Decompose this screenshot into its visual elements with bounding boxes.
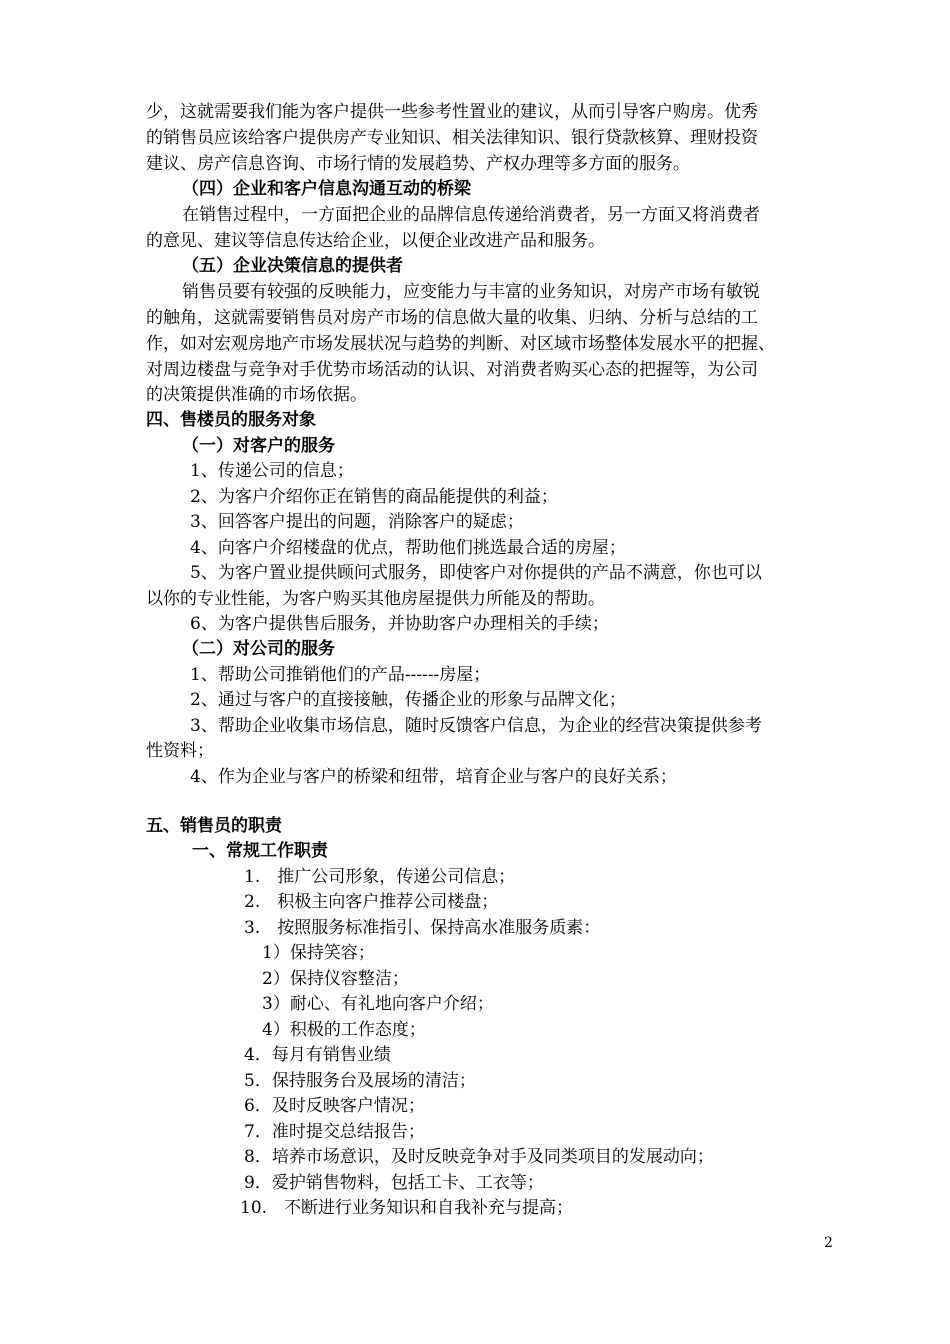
section-heading-five: （五）企业决策信息的提供者 bbox=[182, 256, 403, 276]
sub-list-item: 1）保持笑容； bbox=[262, 943, 375, 963]
list-item: 3. 按照服务标准指引、保持高水准服务质素： bbox=[244, 918, 601, 938]
paragraph-line: 的销售员应该给客户提供房产专业知识、相关法律知识、银行贷款核算、理财投资 bbox=[146, 128, 758, 148]
paragraph-line: 少，这就需要我们能为客户提供一些参考性置业的建议，从而引导客户购房。优秀 bbox=[146, 102, 758, 122]
list-item: 5、为客户置业提供顾问式服务，即使客户对你提供的产品不满意，你也可以 bbox=[190, 563, 762, 583]
paragraph-line: 的决策提供准确的市场依据。 bbox=[146, 385, 367, 405]
paragraph-line: 作，如对宏观房地产市场发展状况与趋势的判断、对区域市场整体发展水平的把握、 bbox=[146, 334, 775, 354]
list-item: 2、通过与客户的直接接触，传播企业的形象与品牌文化； bbox=[190, 690, 626, 710]
list-item: 3、回答客户提出的问题，消除客户的疑虑； bbox=[190, 512, 524, 532]
list-item: 1、帮助公司推销他们的产品------房屋； bbox=[190, 665, 491, 685]
list-item: 2、为客户介绍你正在销售的商品能提供的利益； bbox=[190, 487, 558, 507]
list-item: 1、传递公司的信息； bbox=[190, 461, 354, 481]
page-number: 2 bbox=[824, 1235, 833, 1251]
paragraph-line: 在销售过程中，一方面把企业的品牌信息传递给消费者，另一方面又将消费者 bbox=[182, 205, 760, 225]
subheading-company: （二）对公司的服务 bbox=[182, 639, 335, 659]
list-item: 5．保持服务台及展场的清洁； bbox=[244, 1071, 476, 1091]
list-item: 3、帮助企业收集市场信息，随时反馈客户信息，为企业的经营决策提供参考 bbox=[190, 716, 762, 736]
list-item: 8．培养市场意识，及时反映竞争对手及同类项目的发展动向； bbox=[244, 1147, 714, 1167]
list-item: 1. 推广公司形象，传递公司信息； bbox=[244, 867, 516, 887]
paragraph-line: 的意见、建议等信息传达给企业，以便企业改进产品和服务。 bbox=[146, 231, 605, 251]
heading-duties: 五、销售员的职责 bbox=[146, 816, 282, 836]
list-item: 4、作为企业与客户的桥梁和纽带，培育企业与客户的良好关系； bbox=[190, 767, 677, 787]
paragraph-line: 建议、房产信息咨询、市场行情的发展趋势、产权办理等多方面的服务。 bbox=[146, 154, 690, 174]
list-item-continuation: 以你的专业性能，为客户购买其他房屋提供力所能及的帮助。 bbox=[146, 589, 605, 609]
sub-list-item: 3）耐心、有礼地向客户介绍； bbox=[262, 994, 494, 1014]
list-item: 9．爱护销售物料，包括工卡、工衣等； bbox=[244, 1173, 544, 1193]
list-item: 4、向客户介绍楼盘的优点，帮助他们挑选最合适的房屋； bbox=[190, 538, 626, 558]
paragraph-line: 销售员要有较强的反映能力，应变能力与丰富的业务知识，对房产市场有敏锐 bbox=[182, 282, 760, 302]
list-item: 6．及时反映客户情况； bbox=[244, 1096, 425, 1116]
sub-list-item: 2）保持仪容整洁； bbox=[262, 969, 409, 989]
list-item: 7．准时提交总结报告； bbox=[244, 1122, 425, 1142]
list-item: 2. 积极主向客户推荐公司楼盘； bbox=[244, 892, 499, 912]
section-heading-four: （四）企业和客户信息沟通互动的桥梁 bbox=[182, 179, 471, 199]
list-item: 10. 不断进行业务知识和自我补充与提高； bbox=[240, 1198, 574, 1218]
paragraph-line: 对周边楼盘与竞争对手优势市场活动的认识、对消费者购买心态的把握等，为公司 bbox=[146, 360, 758, 380]
list-item: 4．每月有销售业绩 bbox=[244, 1045, 391, 1065]
list-item-continuation: 性资料； bbox=[146, 741, 214, 761]
subheading-customer: （一）对客户的服务 bbox=[182, 436, 335, 456]
paragraph-line: 的触角，这就需要销售员对房产市场的信息做大量的收集、归纳、分析与总结的工 bbox=[146, 308, 758, 328]
subheading-regular-duties: 一、常规工作职责 bbox=[192, 841, 328, 861]
sub-list-item: 4）积极的工作态度； bbox=[262, 1020, 426, 1040]
heading-service-objects: 四、售楼员的服务对象 bbox=[146, 410, 316, 430]
list-item: 6、为客户提供售后服务，并协助客户办理相关的手续； bbox=[190, 614, 609, 634]
